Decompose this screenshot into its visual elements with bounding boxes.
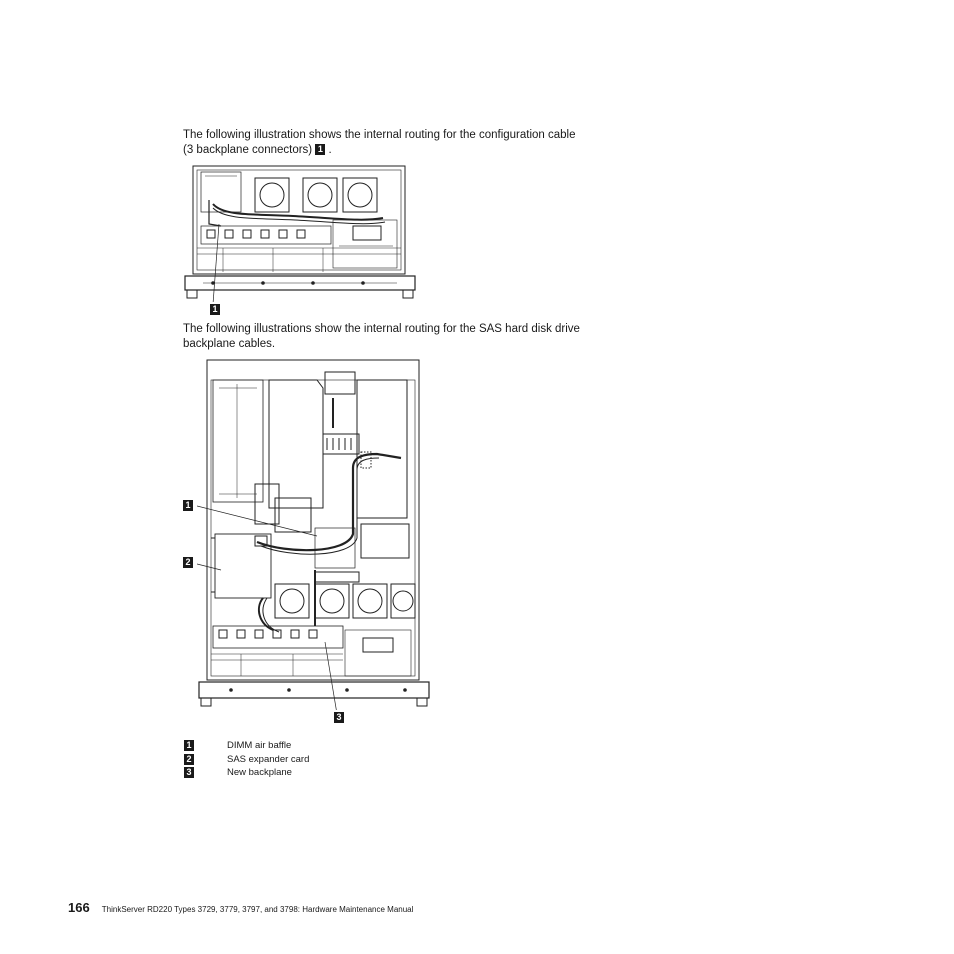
sas-cable-routing-illustration [197, 358, 433, 710]
paragraph-end: . [328, 144, 332, 156]
page-number: 166 [68, 900, 90, 915]
manual-title: ThinkServer RD220 Types 3729, 3779, 3797, and 3798: Hardware Maintenance Manual [101, 905, 414, 914]
figure2-callout-2: 2 [183, 557, 193, 568]
figure1-callout-1: 1 [210, 304, 220, 315]
config-cable-routing-illustration [183, 164, 418, 302]
legend-number: 1 [184, 740, 194, 751]
figure2-callout-3: 3 [334, 712, 344, 723]
legend-number: 2 [184, 754, 194, 765]
paragraph-text: The following illustration shows the internal routing for the configuration cable (3 backplane connectors) [183, 129, 576, 156]
intro-paragraph-sas-cables: The following illustrations show the internal routing for the SAS hard disk drive backplane cables. [183, 323, 580, 350]
page-footer [68, 900, 413, 915]
legend-label: SAS expander card [227, 753, 310, 765]
legend-label: New backplane [227, 767, 292, 778]
callout-badge: 1 [315, 144, 325, 155]
legend-number: 3 [184, 767, 194, 778]
figure2-callout-1: 1 [183, 500, 193, 511]
intro-paragraph-config-cable [183, 128, 583, 158]
legend-label: DIMM air baffle [227, 740, 292, 751]
